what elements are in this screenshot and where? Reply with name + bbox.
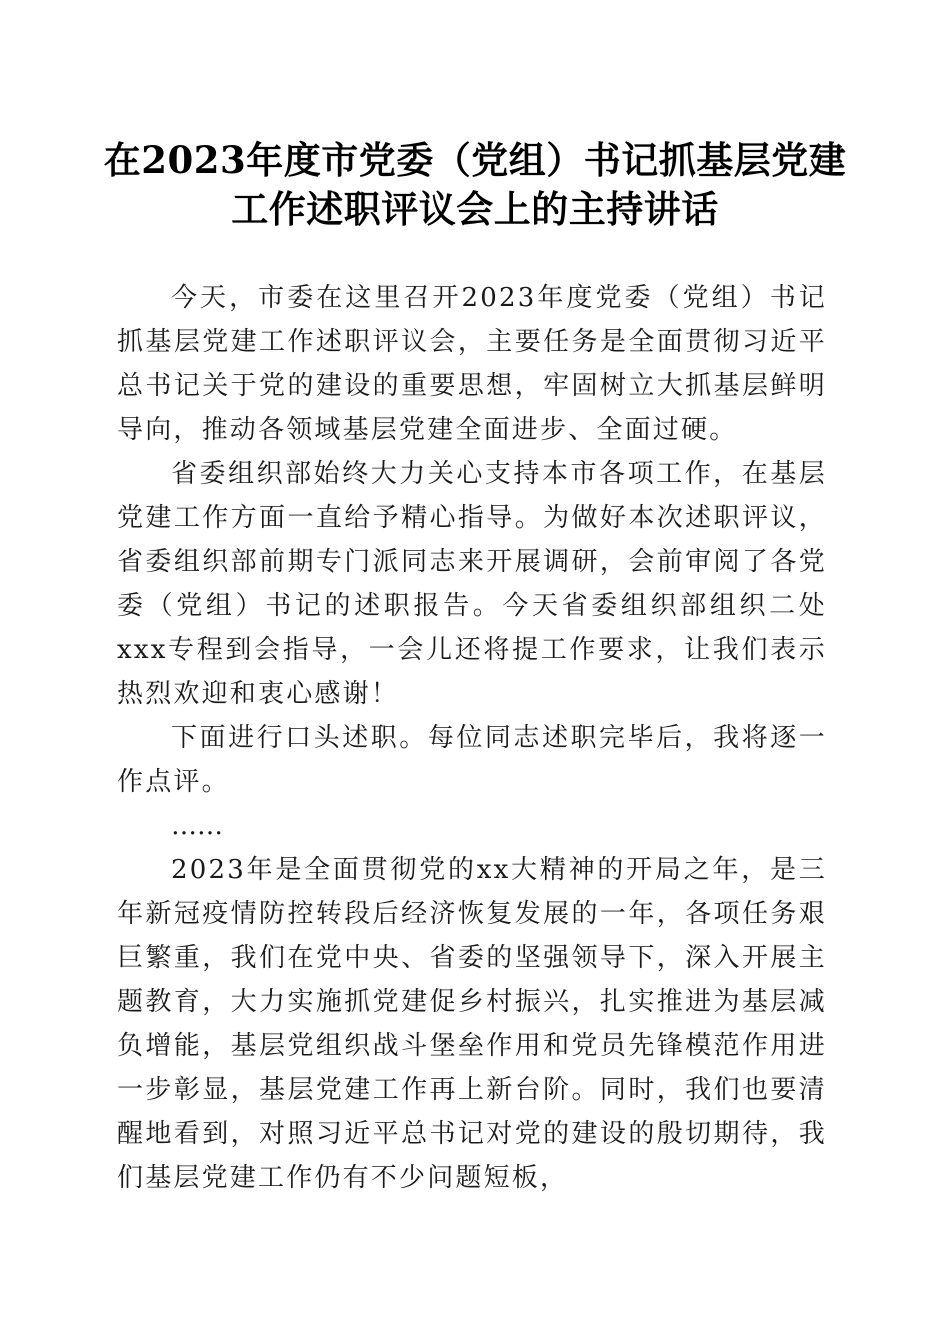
paragraph-review: 2023年是全面贯彻党的xx大精神的开局之年，是三年新冠疫情防控转段后经济恢复发展的一年，各项任务艰巨繁重，我们在党中央、省委的坚强领导下，深入开展主题教育，大力实施抓党建促乡村振兴，扎实推进为基层减负增能，基层党组织战斗堡垒作用和党员先锋模范作用进一步彰显，基层党建工作再上新台阶。同时，我们也要清醒地看到，对照习近平总书记对党的建设的殷切期待，我们基层党建工作仍有不少问题短板，: [117, 855, 827, 1193]
title-line-2: 工作述职评议会上的主持讲话: [231, 187, 719, 231]
paragraph-ellipsis: ……: [171, 811, 223, 841]
paragraph-procedure: 下面进行口头述职。每位同志述职完毕后，我将逐一作点评。: [117, 723, 827, 797]
paragraph-acknowledgement: 省委组织部始终大力关心支持本市各项工作，在基层党建工作方面一直给予精心指导。为做好本次述职评议，省委组织部前期专门派同志来开展调研，会前审阅了各党委（党组）书记的述职报告。今天省委组织部组织二处xxx专程到会指导，一会儿还将提工作要求，让我们表示热烈欢迎和衷心感谢！: [117, 459, 827, 709]
document-title: [100, 136, 850, 234]
paragraph-opening: 今天，市委在这里召开2023年度党委（党组）书记抓基层党建工作述职评议会，主要任务是全面贯彻习近平总书记关于党的建设的重要思想，牢固树立大抓基层鲜明导向，推动各领域基层党建全面进步、全面过硬。: [117, 283, 827, 445]
document-body: [117, 276, 827, 1200]
title-line-1: 在2023年度市党委（党组）书记抓基层党建: [103, 138, 847, 182]
